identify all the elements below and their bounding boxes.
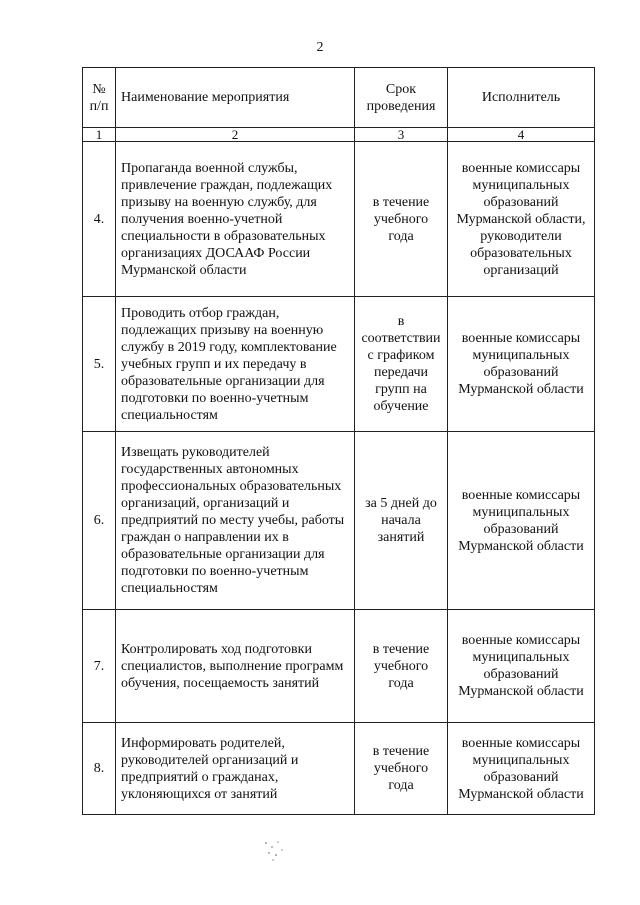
events-table (82, 67, 595, 815)
event-name: Контролировать ход подготовки специалистов, выполнение программ обучения, посещаемость занятий (116, 610, 355, 723)
event-executor: военные комиссары муниципальных образований Мурманской области (448, 723, 595, 815)
event-term: в течение учебного года (355, 723, 448, 815)
event-term: в течение учебного года (355, 610, 448, 723)
column-index-row (83, 128, 595, 142)
event-name: Извещать руководителей государственных автономных профессиональных образовательных организаций, организаций и предприятий по месту учебы, работы граждан о направлении их в образовательные организации для подготовки по военно-учетным специальностям (116, 432, 355, 610)
table-row (83, 610, 595, 723)
event-executor: военные комиссары муниципальных образований Мурманской области, руководители образовательных организаций (448, 142, 595, 297)
scan-noise-dots (260, 838, 290, 868)
table-row (83, 723, 595, 815)
table-row (83, 142, 595, 297)
table-row (83, 297, 595, 432)
column-index: 4 (448, 128, 595, 142)
row-number: 6. (83, 432, 116, 610)
event-name: Пропаганда военной службы, привлечение граждан, подлежащих призыву на военную службу, для получения военно-учетной специальности в образовательных организациях ДОСААФ России Мурманской области (116, 142, 355, 297)
row-number: 5. (83, 297, 116, 432)
event-executor: военные комиссары муниципальных образований Мурманской области (448, 610, 595, 723)
row-number: 4. (83, 142, 116, 297)
column-index: 3 (355, 128, 448, 142)
event-executor: военные комиссары муниципальных образований Мурманской области (448, 432, 595, 610)
header-executor: Исполнитель (448, 68, 595, 128)
column-index: 2 (116, 128, 355, 142)
event-term: в течение учебного года (355, 142, 448, 297)
header-name: Наименование мероприятия (116, 68, 355, 128)
event-term: в соответствии с графиком передачи групп на обучение (355, 297, 448, 432)
event-executor: военные комиссары муниципальных образований Мурманской области (448, 297, 595, 432)
table-row (83, 432, 595, 610)
page-number: 2 (316, 40, 324, 55)
column-index: 1 (83, 128, 116, 142)
header-num: № п/п (83, 68, 116, 128)
event-name: Проводить отбор граждан, подлежащих призыву на военную службу в 2019 году, комплектование учебных групп и их передачу в образовательные организации для подготовки по военно-учетным специальностям (116, 297, 355, 432)
header-term: Срок проведения (355, 68, 448, 128)
event-term: за 5 дней до начала занятий (355, 432, 448, 610)
event-name: Информировать родителей, руководителей организаций и предприятий о гражданах, уклоняющихся от занятий (116, 723, 355, 815)
row-number: 7. (83, 610, 116, 723)
table-header-row (83, 68, 595, 128)
row-number: 8. (83, 723, 116, 815)
